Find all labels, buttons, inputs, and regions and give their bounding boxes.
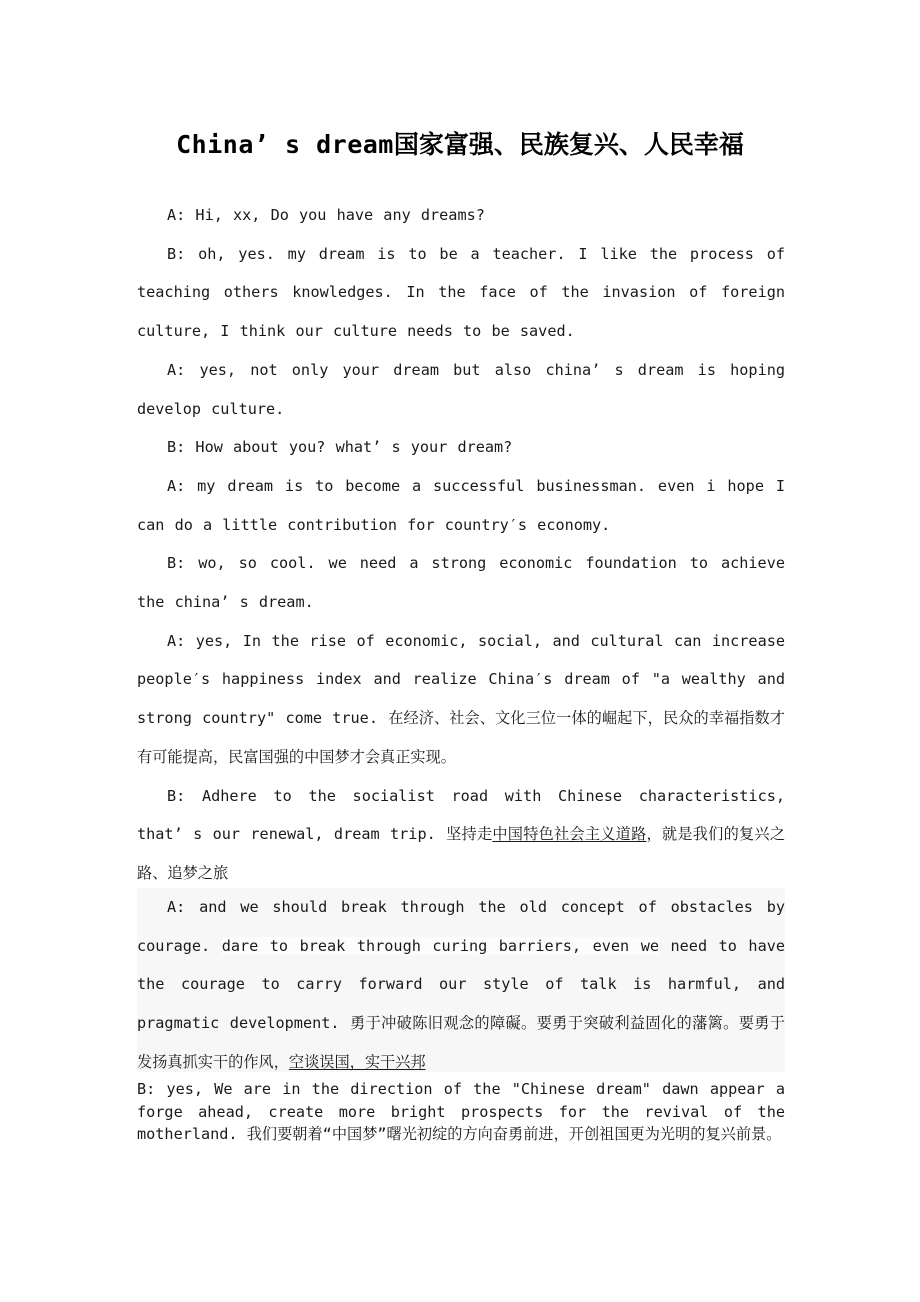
dialogue-line-b4 [137, 777, 785, 893]
page-title-chinese: 国家富强、民族复兴、人民幸福 [393, 129, 744, 159]
dialogue-line-b4-chinese-pre: 坚持走 [446, 825, 493, 844]
dialogue-line-b5 [137, 1078, 785, 1146]
highlighted-paragraph-block [137, 888, 785, 1072]
dialogue-line-b2: B: How about you? what’ s your dream? [167, 438, 513, 457]
page-title [0, 125, 920, 161]
dialogue-line-a5-inner-highlight: dare to break through curing barriers, even we [221, 936, 659, 955]
dialogue-line-a5-underlined-phrase: 空谈误国，实干兴邦 [288, 1052, 426, 1071]
document-body [137, 196, 785, 893]
closing-paragraph-block [137, 1078, 785, 1146]
dialogue-line-a5-english-1: A: and we should break through the old concept of obstacles by courage. [137, 898, 785, 955]
dialogue-line-b5-english: B: yes, We are in the direction of the "Chinese dream" dawn appear a forge ahead, create more bright prospects for the revival of the motherland. [137, 1080, 785, 1143]
page-title-english: China’ s dream [176, 129, 394, 159]
dialogue-line-b1: B: oh, yes. my dream is to be a teacher. I like the process of teaching others knowledges. In the face of the invasion of foreign culture, I think our culture needs to be saved. [137, 244, 785, 341]
dialogue-line-a1: A: Hi, xx, Do you have any dreams? [167, 206, 485, 224]
dialogue-line-b3: B: wo, so cool. we need a strong economic foundation to achieve the china’ s dream. [137, 554, 785, 612]
dialogue-line-a4-chinese: 在经济、社会、文化三位一体的崛起下，民众的幸福指数才有可能提高，民富国强的中国梦才会真正实现。 [137, 709, 785, 766]
dialogue-line-b4-chinese-post: ，就是我们的复兴之路、追梦之旅 [137, 825, 786, 882]
dialogue-line-b4-underlined-phrase: 中国特色社会主义道路 [492, 825, 647, 844]
dialogue-line-a5-chinese: 勇于冲破陈旧观念的障礙。要勇于突破利益固化的藩篱。要勇于发扬真抓实干的作风， [137, 1014, 785, 1071]
dialogue-line-a5 [137, 888, 785, 1082]
dialogue-line-b4-english: B: Adhere to the socialist road with Chinese characteristics, that’ s our renewal, dream trip. [137, 786, 785, 844]
dialogue-line-b5-chinese: 我们要朝着“中国梦”曙光初绽的方向奋勇前进，开创祖国更为光明的复兴前景。 [246, 1125, 782, 1143]
dialogue-line-a4 [137, 622, 785, 777]
dialogue-line-a4-english: A: yes, In the rise of economic, social, and cultural can increase people′s happiness index and realize China′s dream of "a wealthy and strong country" come true. [137, 631, 785, 728]
dialogue-line-a3: A: my dream is to become a successful businessman. even i hope I can do a little contribution for country′s economy. [137, 476, 785, 534]
dialogue-line-a2: A: yes, not only your dream but also china’ s dream is hoping develop culture. [137, 360, 785, 418]
dialogue-line-a5-english-2: need to have the courage to carry forward our style of talk is harmful, and pragmatic development. [137, 936, 786, 1033]
